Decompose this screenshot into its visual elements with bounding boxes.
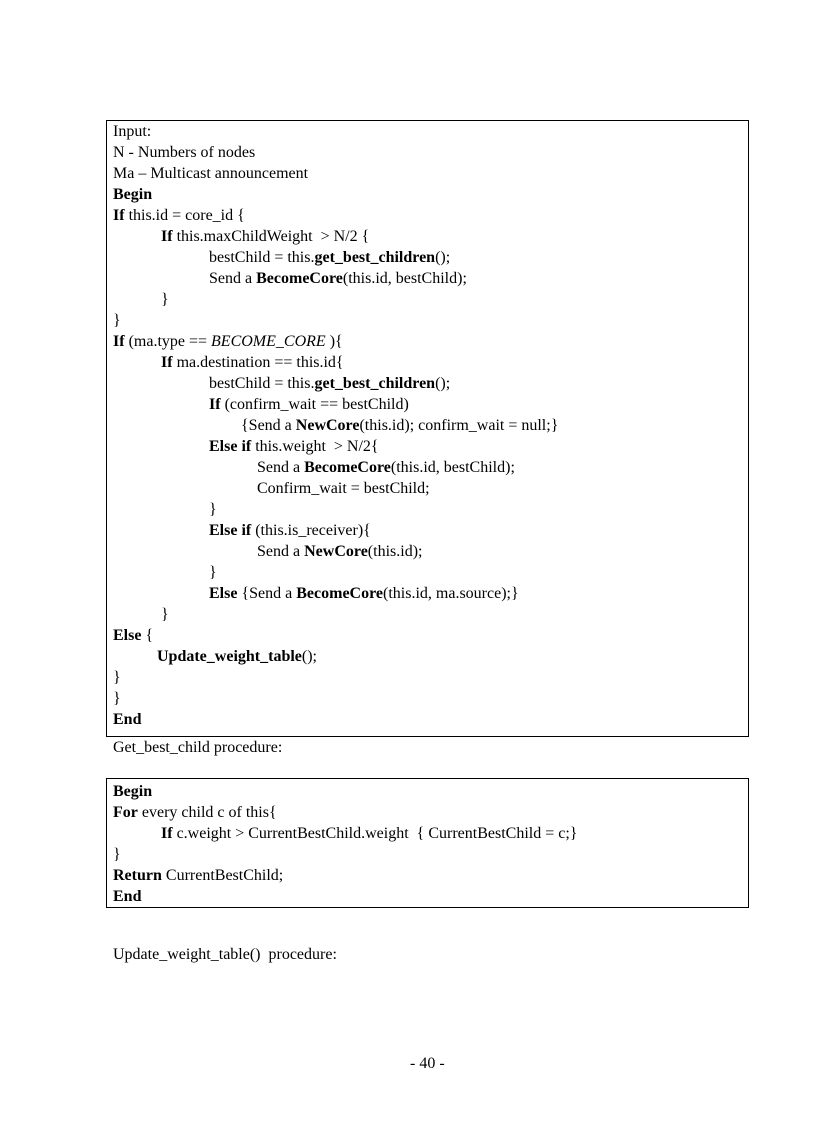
code-line-13 (209, 373, 450, 394)
code-text: ma.destination == this.id{ (172, 354, 344, 371)
code-text: (this.id); confirm_wait = null;} (359, 417, 559, 434)
code-line-18: Confirm_wait = bestChild; (257, 480, 430, 497)
end-keyword: End (113, 711, 142, 728)
code-text: every child c of this{ (137, 804, 277, 821)
end-keyword: End (113, 888, 142, 905)
code-line-14 (209, 394, 409, 415)
code-text: CurrentBestChild; (161, 867, 284, 884)
code-text: {Send a (237, 585, 297, 602)
code-line-15 (241, 415, 558, 436)
keyword: For (113, 804, 138, 821)
code-line-6 (161, 226, 369, 247)
code-text: (this.id, bestChild); (342, 270, 467, 287)
code-line-8 (209, 268, 467, 289)
input-n: N - Numbers of nodes (113, 144, 256, 161)
function-name: BecomeCore (304, 459, 391, 476)
function-name: BecomeCore (256, 270, 343, 287)
code-text: (confirm_wait == bestChild) (220, 396, 409, 413)
code-text: Send a (257, 459, 305, 476)
input-label: Input: (113, 123, 152, 140)
keyword: If (161, 228, 173, 245)
code-text: (); (301, 648, 317, 665)
code-line-25 (113, 625, 153, 646)
code-line-17 (257, 457, 515, 478)
input-ma: Ma – Multicast announcement (113, 165, 309, 182)
code-line-16 (209, 436, 379, 457)
begin-keyword: Begin (113, 186, 153, 203)
code-line-22: } (209, 564, 217, 581)
code-text: ){ (325, 333, 343, 350)
code-text: (); (435, 375, 451, 392)
code-line-26 (157, 646, 317, 667)
code-line-5 (113, 865, 283, 886)
code-line-3 (161, 823, 577, 844)
code-line-12 (161, 352, 344, 373)
page-number: - 40 - (410, 1055, 445, 1072)
caption-get-best-child: Get_best_child procedure: (113, 739, 283, 756)
code-line-5 (113, 205, 245, 226)
constant: BECOME_CORE (211, 333, 326, 350)
code-text: (); (435, 249, 451, 266)
code-line-21 (257, 541, 422, 562)
code-text: { (141, 627, 154, 644)
keyword: If (113, 207, 125, 224)
code-text: Send a (209, 270, 257, 287)
code-line-27: } (113, 669, 121, 686)
keyword: If (113, 333, 125, 350)
code-line-19: } (209, 501, 217, 518)
function-name: BecomeCore (296, 585, 384, 602)
code-line-9: } (161, 291, 169, 308)
function-name: NewCore (295, 417, 360, 434)
code-line-4: } (113, 846, 121, 863)
keyword: If (161, 354, 173, 371)
code-text: (this.id, bestChild); (390, 459, 515, 476)
code-text: c.weight > CurrentBestChild.weight { CurrentBestChild = c;} (172, 825, 578, 842)
code-text: this.maxChildWeight > N/2 { (172, 228, 370, 245)
caption-update-weight-table: Update_weight_table() procedure: (113, 946, 337, 963)
keyword: If (209, 396, 221, 413)
function-name: Update_weight_table (157, 648, 302, 665)
code-text: {Send a (241, 417, 296, 434)
code-text: Send a (257, 543, 305, 560)
code-text: this.weight > N/2{ (251, 438, 379, 455)
code-text: (this.id, ma.source);} (383, 585, 519, 602)
begin-keyword: Begin (113, 783, 153, 800)
function-name: get_best_children (314, 249, 436, 266)
code-text: (this.id); (367, 543, 423, 560)
code-text: bestChild = this. (209, 249, 315, 266)
code-line-28: } (113, 690, 121, 707)
code-line-2 (113, 802, 277, 823)
keyword: Else if (209, 522, 252, 539)
main-algorithm-box (106, 120, 749, 737)
keyword: Else (209, 585, 238, 602)
best-child-algorithm-box (106, 778, 749, 908)
keyword: Else (113, 627, 142, 644)
function-name: get_best_children (314, 375, 436, 392)
code-line-7 (209, 247, 450, 268)
code-text: bestChild = this. (209, 375, 315, 392)
code-text: (this.is_receiver){ (251, 522, 371, 539)
code-text: this.id = core_id { (124, 207, 245, 224)
code-line-10: } (113, 312, 121, 329)
function-name: NewCore (304, 543, 368, 560)
keyword: Return (113, 867, 162, 884)
code-text: (ma.type == (124, 333, 212, 350)
keyword: If (161, 825, 173, 842)
code-line-20 (209, 520, 371, 541)
code-line-11 (113, 331, 343, 352)
keyword: Else if (209, 438, 252, 455)
code-line-24: } (161, 606, 169, 623)
code-line-23 (209, 583, 519, 604)
